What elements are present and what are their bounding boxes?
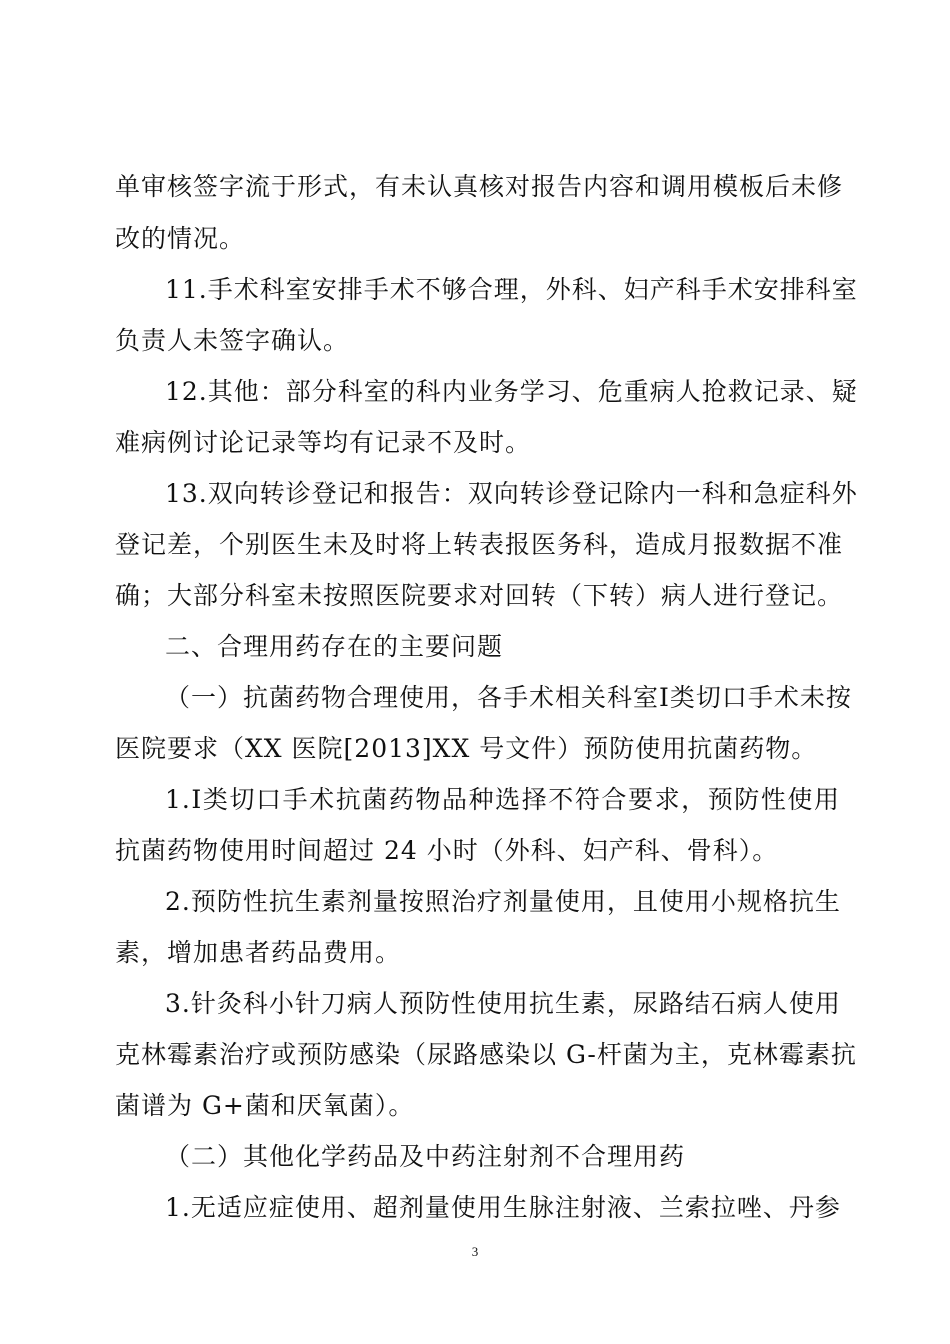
text-line: 1.无适应症使用、超剂量使用生脉注射液、兰索拉唑、丹参 [165, 1193, 841, 1222]
section-heading: 二、合理用药存在的主要问题 [165, 632, 504, 661]
text-line: 克林霉素治疗或预防感染（尿路感染以 G-杆菌为主，克林霉素抗 [115, 1040, 857, 1069]
text-line: 难病例讨论记录等均有记录不及时。 [115, 428, 532, 457]
text-line: 菌谱为 G+菌和厌氧菌）。 [115, 1091, 415, 1120]
subsection-heading: （二）其他化学药品及中药注射剂不合理用药 [165, 1142, 686, 1171]
text-line: 抗菌药物使用时间超过 24 小时（外科、妇产科、骨科）。 [115, 836, 779, 865]
text-line: 负责人未签字确认。 [115, 326, 350, 355]
text-line: 2.预防性抗生素剂量按照治疗剂量使用，且使用小规格抗生 [165, 887, 841, 916]
text-line: 确；大部分科室未按照医院要求对回转（下转）病人进行登记。 [115, 581, 844, 610]
text-line: 1.Ⅰ类切口手术抗菌药物品种选择不符合要求，预防性使用 [165, 785, 840, 814]
text-line: 3.针灸科小针刀病人预防性使用抗生素，尿路结石病人使用 [165, 989, 841, 1018]
text-line: 13.双向转诊登记和报告：双向转诊登记除内一科和急症科外 [165, 479, 858, 508]
text-line: 改的情况。 [115, 224, 246, 253]
text-line: 素，增加患者药品费用。 [115, 938, 402, 967]
page-number: 3 [471, 1244, 479, 1259]
text-line: 登记差，个别医生未及时将上转表报医务科，造成月报数据不准 [115, 530, 844, 559]
text-line: 医院要求（XX 医院[2013]XX 号文件）预防使用抗菌药物。 [115, 734, 818, 763]
text-line: 12.其他：部分科室的科内业务学习、危重病人抢救记录、疑 [165, 377, 858, 406]
text-line: 11.手术科室安排手术不够合理，外科、妇产科手术安排科室 [165, 275, 858, 304]
text-line: 单审核签字流于形式，有未认真核对报告内容和调用模板后未修 [115, 172, 844, 201]
subsection-heading: （一）抗菌药物合理使用，各手术相关科室Ⅰ类切口手术未按 [165, 683, 852, 712]
